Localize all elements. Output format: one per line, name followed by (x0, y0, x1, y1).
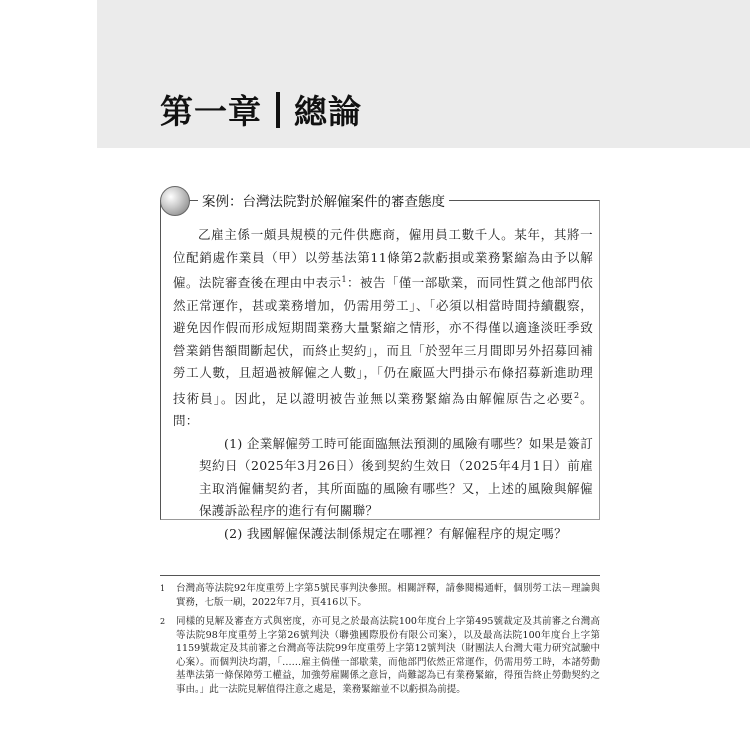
title-divider (276, 92, 280, 128)
footnotes (160, 582, 600, 702)
case-paragraph: 乙雇主係一頗具規模的元件供應商，僱用員工數千人。某年，其將一位配銷處作業員（甲）以勞基法第11條第2款虧損或業務緊縮為由予以解僱。法院審查後在理由中表示$^1$：被告「僅一部歇業，而同性質之他部門依然正常運作，甚或業務增加，仍需用勞工」、「必須以相當時間持續觀察，避免因作假而形成短期間業務大量緊縮之情形，亦不得僅以適逢淡旺季致營業銷售額間斷起伏，而終止契約」，而且「於翌年三月間即另外招募回補勞工人數，且超過被解僱之人數」，「仍在廠區大門掛示布條招募新進助理技術員」。因此，足以證明被告並無以業務緊縮為由解僱原告之必要$^2$。問： (173, 227, 593, 429)
question-1: (1) 企業解僱勞工時可能面臨無法預測的風險有哪些？如果是簽訂契約日（2025年3月26日）後到契約生效日（2025年4月1日）前雇主取消僱傭契約者，其所面臨的風險有哪些？又，上述的風險與解僱保護訴訟程序的進行有何關聯？ (199, 435, 593, 519)
case-body (173, 224, 593, 545)
footnote-ref[interactable]: 1 (341, 275, 347, 284)
chapter-name: 總論 (294, 92, 362, 131)
chapter-title (160, 86, 362, 133)
case-bullet-icon (160, 186, 190, 216)
footnote-number: 1 (160, 584, 166, 593)
footnote-text: 台灣高等法院92年度重勞上字第5號民事判決參照。相關評釋，請參閱楊通軒，個別勞工法－理論與實務，七版一刷，2022年7月，頁416以下。 (176, 583, 600, 608)
footnote-number: 2 (160, 617, 166, 626)
footnote (160, 615, 600, 696)
footnote (160, 582, 600, 609)
footnote-ref[interactable]: 2 (574, 390, 580, 400)
footnote-text: 同樣的見解及審查方式與密度，亦可見之於最高法院100年度台上字第495號裁定及其前審之台灣高等法院98年度重勞上字第26號判決（聯強國際股份有限公司案），以及最高法院100年度台上字第1159號裁定及其前審之台灣高等法院99年度重勞上字第12號判決（財團法人台灣大電力研究試驗中心案）。而個判決均謂，「……雇主倘僅一部歇業，而他部門依然正常運作，仍需用勞工時，本諸勞動基準法第一條保障勞工權益，加強勞雇關係之意旨，尚難認為已有業務緊縮，得預告終止勞動契約之事由。」此一法院見解值得注意之處是，業務緊縮並不以虧損為前提。 (176, 616, 600, 695)
case-title: 案例：台灣法院對於解僱案件的審查態度 (198, 190, 449, 210)
footnote-divider (160, 575, 600, 576)
question-2: (2) 我國解僱保護法制係規定在哪裡？有解僱程序的規定嗎？ (224, 525, 567, 541)
chapter-number: 第一章 (160, 92, 262, 131)
